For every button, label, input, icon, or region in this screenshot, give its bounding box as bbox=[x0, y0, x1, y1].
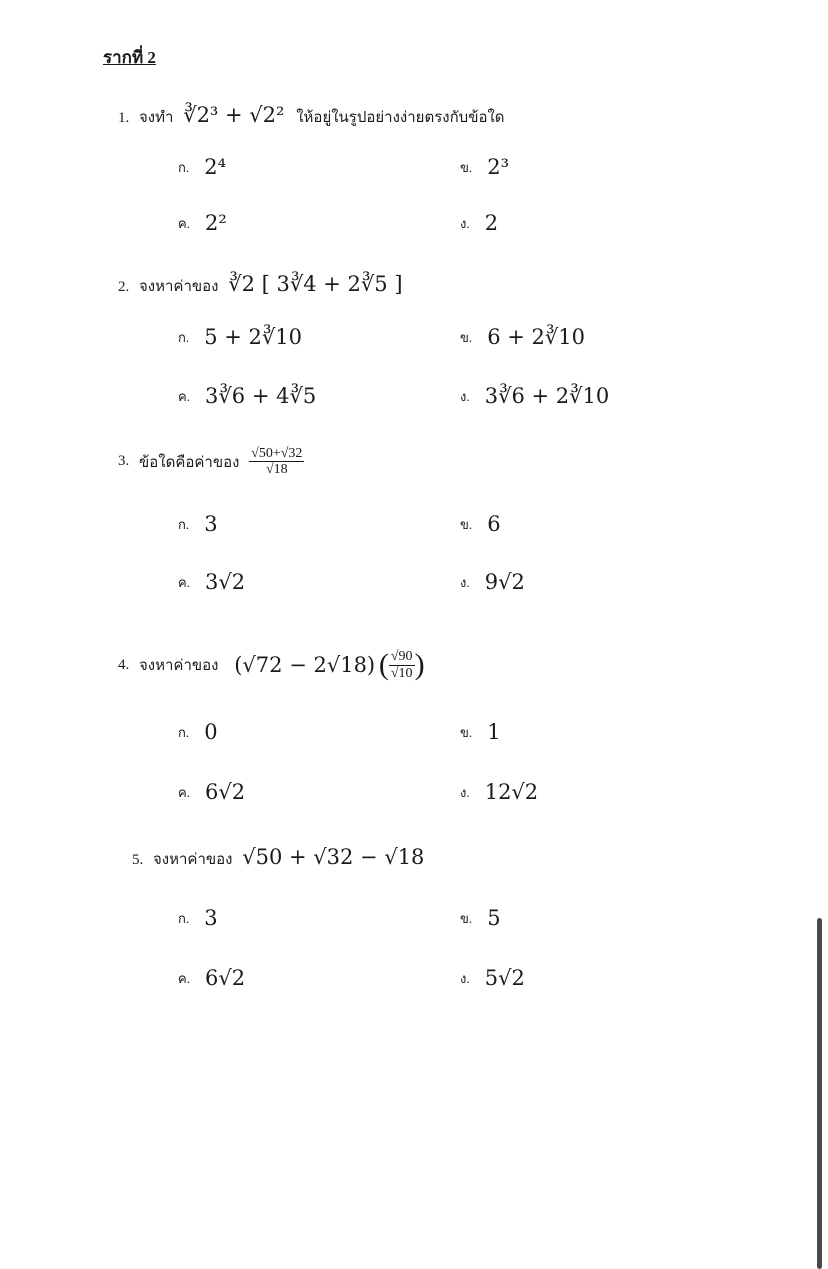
option-value: 6 + 2∛10 bbox=[487, 325, 586, 349]
option-value: 2⁴ bbox=[204, 155, 226, 179]
option-label: ค. bbox=[178, 970, 190, 986]
question-prompt: ข้อใดคือค่าของ bbox=[139, 454, 240, 471]
right-paren-glyph: ) bbox=[414, 648, 425, 681]
option-4-c[interactable] bbox=[178, 780, 245, 804]
option-value: 2² bbox=[205, 211, 227, 235]
option-value: 6√2 bbox=[205, 780, 246, 804]
option-5-b[interactable] bbox=[460, 906, 501, 930]
question-3 bbox=[118, 446, 304, 478]
option-3-a[interactable] bbox=[178, 512, 218, 536]
option-5-a[interactable] bbox=[178, 906, 218, 930]
fraction-numerator: √50+√32 bbox=[251, 446, 303, 461]
option-label: ค. bbox=[178, 215, 190, 231]
option-value: 1 bbox=[487, 720, 501, 744]
page-title: รากที่ 2 bbox=[103, 48, 156, 67]
question-expression: ∛2³ + √2² bbox=[183, 103, 285, 127]
fraction-numerator: √90 bbox=[390, 649, 413, 665]
option-label: ก. bbox=[178, 159, 190, 175]
option-label: ง. bbox=[460, 970, 470, 986]
question-expression: ∛2 [ 3∛4 + 2∛5 ] bbox=[228, 272, 403, 296]
question-fraction bbox=[389, 649, 415, 681]
option-value: 2³ bbox=[487, 155, 510, 179]
option-4-a[interactable] bbox=[178, 720, 218, 744]
fraction-denominator: √18 bbox=[265, 462, 288, 478]
question-number: 2. bbox=[118, 279, 130, 295]
option-value: 5 bbox=[487, 906, 501, 930]
option-label: ง. bbox=[460, 574, 470, 590]
option-1-b[interactable] bbox=[460, 155, 509, 179]
question-fraction bbox=[249, 446, 304, 478]
option-label: ง. bbox=[460, 784, 470, 800]
vertical-scrollbar[interactable] bbox=[817, 918, 822, 1269]
option-3-d[interactable] bbox=[460, 570, 525, 594]
option-label: ค. bbox=[178, 574, 190, 590]
question-1 bbox=[118, 103, 511, 129]
question-number: 5. bbox=[132, 852, 144, 868]
option-label: ค. bbox=[178, 784, 190, 800]
question-prompt: จงหาค่าของ bbox=[153, 852, 233, 868]
option-label: ข. bbox=[460, 910, 473, 926]
option-value: 3 bbox=[204, 512, 218, 536]
option-label: ก. bbox=[178, 724, 190, 740]
question-expression: √50 + √32 − √18 bbox=[242, 845, 425, 869]
option-4-d[interactable] bbox=[460, 780, 538, 804]
question-suffix: ให้อยู่ในรูปอย่างง่ายตรงกับข้อใด bbox=[296, 110, 505, 126]
option-label: ง. bbox=[460, 388, 470, 404]
question-4 bbox=[118, 648, 425, 682]
option-value: 12√2 bbox=[484, 780, 539, 804]
question-2 bbox=[118, 272, 403, 298]
option-value: 0 bbox=[204, 720, 218, 744]
question-prompt: จงหาค่าของ bbox=[139, 279, 219, 295]
question-expression: (√72 − 2√18) bbox=[234, 653, 376, 677]
option-5-d[interactable] bbox=[460, 966, 525, 990]
option-label: ข. bbox=[460, 516, 473, 532]
question-prompt: จงทำ bbox=[139, 110, 174, 126]
option-label: ก. bbox=[178, 910, 190, 926]
option-label: ก. bbox=[178, 329, 190, 345]
question-number: 1. bbox=[118, 110, 130, 126]
option-label: ข. bbox=[460, 329, 473, 345]
option-value: 9√2 bbox=[484, 570, 525, 594]
option-label: ค. bbox=[178, 388, 190, 404]
option-label: ข. bbox=[460, 724, 473, 740]
left-paren-glyph: ( bbox=[378, 648, 389, 681]
option-3-c[interactable] bbox=[178, 570, 245, 594]
option-label: ข. bbox=[460, 159, 473, 175]
option-value: 5√2 bbox=[484, 966, 525, 990]
option-value: 3 bbox=[204, 906, 218, 930]
option-value: 3∛6 + 2∛10 bbox=[484, 384, 610, 408]
option-value: 6√2 bbox=[205, 966, 246, 990]
option-2-a[interactable] bbox=[178, 325, 302, 349]
option-1-a[interactable] bbox=[178, 155, 226, 179]
option-2-d[interactable] bbox=[460, 384, 609, 408]
option-2-b[interactable] bbox=[460, 325, 585, 349]
option-value: 6 bbox=[487, 512, 501, 536]
option-value: 3∛6 + 4∛5 bbox=[205, 384, 317, 408]
fraction-denominator: √10 bbox=[390, 665, 413, 681]
question-prompt: จงหาค่าของ bbox=[139, 658, 219, 674]
option-4-b[interactable] bbox=[460, 720, 501, 744]
option-value: 3√2 bbox=[205, 570, 246, 594]
option-3-b[interactable] bbox=[460, 512, 501, 536]
option-1-d[interactable] bbox=[460, 211, 498, 235]
option-label: ก. bbox=[178, 516, 190, 532]
option-value: 5 + 2∛10 bbox=[204, 325, 302, 349]
option-2-c[interactable] bbox=[178, 384, 316, 408]
option-1-c[interactable] bbox=[178, 211, 227, 235]
question-number: 3. bbox=[118, 453, 130, 470]
option-5-c[interactable] bbox=[178, 966, 245, 990]
option-label: ง. bbox=[460, 215, 470, 231]
option-value: 2 bbox=[484, 211, 499, 235]
question-number: 4. bbox=[118, 656, 130, 673]
question-5 bbox=[132, 845, 424, 871]
